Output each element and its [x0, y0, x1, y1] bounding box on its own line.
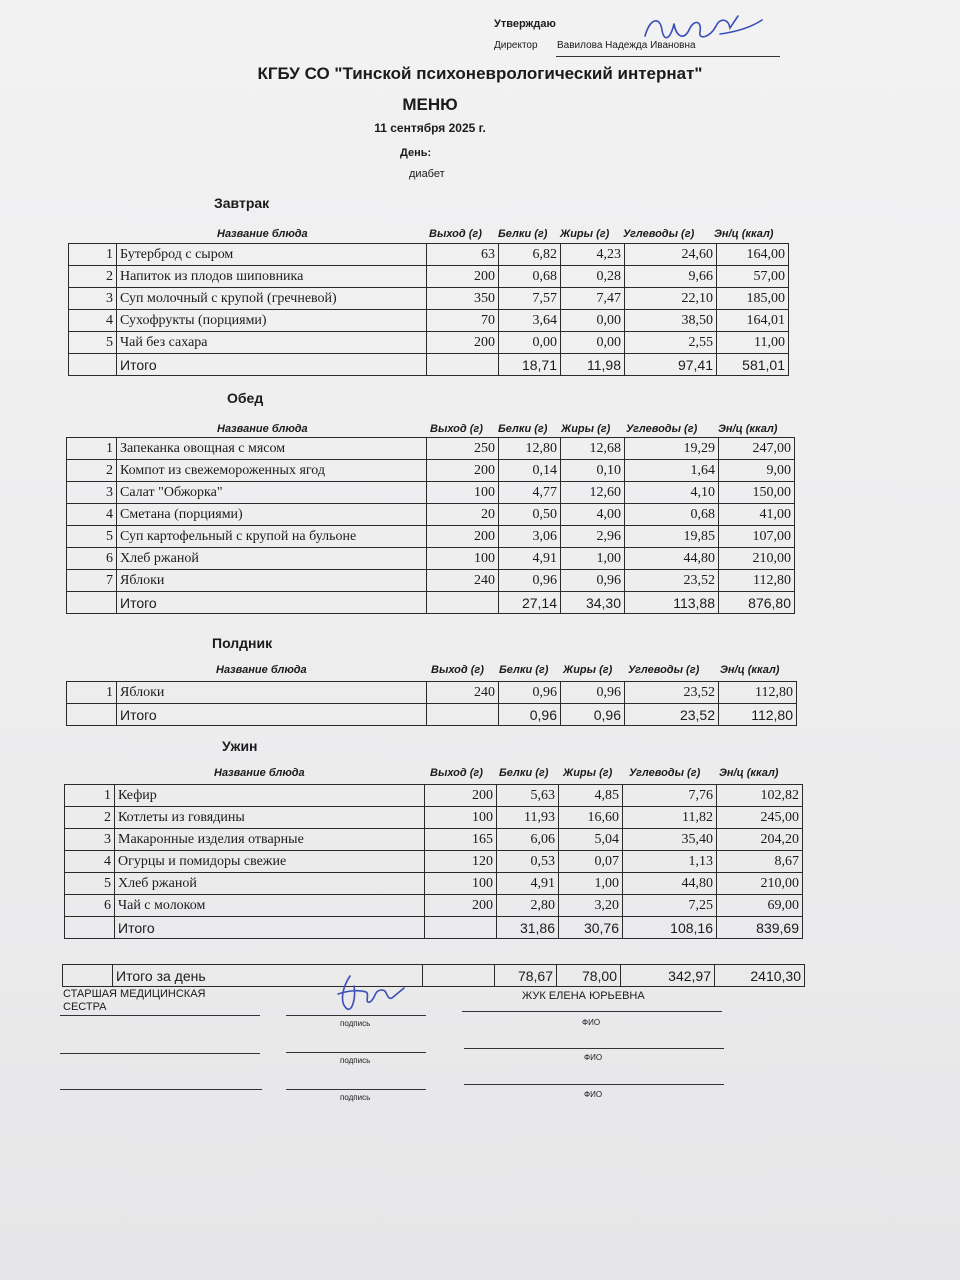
total-label: Итого	[117, 704, 427, 726]
dish-name: Яблоки	[117, 570, 427, 592]
dish-protein: 0,53	[497, 851, 559, 873]
dish-fat: 0,00	[561, 310, 625, 332]
dish-yield: 20	[427, 504, 499, 526]
dish-carbs: 44,80	[625, 548, 719, 570]
col-energy: Эн/ц (ккал)	[718, 423, 778, 435]
dish-energy: 112,80	[719, 570, 795, 592]
director-underline	[556, 56, 780, 57]
row-number: 4	[69, 310, 117, 332]
dish-carbs: 24,60	[625, 244, 717, 266]
section-title-breakfast: Завтрак	[214, 195, 270, 211]
dish-protein: 3,06	[499, 526, 561, 548]
col-fat: Жиры (г)	[561, 423, 611, 435]
dish-protein: 4,77	[499, 482, 561, 504]
dish-yield: 350	[427, 288, 499, 310]
dish-energy: 164,01	[717, 310, 789, 332]
dish-yield: 250	[427, 438, 499, 460]
col-energy: Эн/ц (ккал)	[719, 767, 779, 779]
dish-carbs: 19,85	[625, 526, 719, 548]
dish-energy: 11,00	[717, 332, 789, 354]
dish-energy: 150,00	[719, 482, 795, 504]
dish-name: Хлеб ржаной	[117, 548, 427, 570]
dish-energy: 210,00	[717, 873, 803, 895]
dish-yield: 200	[425, 785, 497, 807]
col-carbs: Углеводы (г)	[626, 423, 698, 435]
role-line-3	[60, 1089, 262, 1090]
total-label: Итого	[117, 354, 427, 376]
row-number: 3	[67, 482, 117, 504]
day-total-row	[63, 965, 805, 987]
column-headers-snack	[0, 664, 960, 678]
day-total-table	[62, 964, 805, 987]
row-number: 4	[65, 851, 115, 873]
dish-energy: 112,80	[719, 682, 797, 704]
dish-protein: 0,14	[499, 460, 561, 482]
col-protein: Белки (г)	[499, 767, 549, 779]
sign-caption-1: подпись	[340, 1019, 371, 1028]
dish-protein: 3,64	[499, 310, 561, 332]
dish-fat: 12,60	[561, 482, 625, 504]
fio-line-2	[464, 1048, 724, 1049]
row-number: 6	[67, 548, 117, 570]
table-row	[65, 807, 803, 829]
col-fat: Жиры (г)	[563, 664, 613, 676]
dish-energy: 204,20	[717, 829, 803, 851]
fio-line-1	[462, 1011, 722, 1012]
dish-yield: 200	[427, 266, 499, 288]
dish-fat: 1,00	[559, 873, 623, 895]
total-row	[65, 917, 803, 939]
dish-yield: 100	[425, 807, 497, 829]
dish-protein: 7,57	[499, 288, 561, 310]
day-total-fat: 78,00	[557, 965, 621, 987]
dish-yield: 200	[425, 895, 497, 917]
dish-carbs: 7,76	[623, 785, 717, 807]
row-number: 5	[69, 332, 117, 354]
lunch-table	[66, 437, 795, 614]
dish-fat: 0,28	[561, 266, 625, 288]
table-row	[69, 244, 789, 266]
row-number: 3	[69, 288, 117, 310]
fio-caption-3: ФИО	[584, 1090, 603, 1099]
col-carbs: Углеводы (г)	[628, 664, 700, 676]
dish-yield: 200	[427, 526, 499, 548]
dish-yield: 200	[427, 332, 499, 354]
dish-name: Компот из свежемороженных ягод	[117, 460, 427, 482]
dish-yield: 63	[427, 244, 499, 266]
diet-label: диабет	[409, 168, 445, 180]
column-headers-dinner	[0, 767, 960, 781]
total-carbs: 113,88	[625, 592, 719, 614]
dish-name: Напиток из плодов шиповника	[117, 266, 427, 288]
dish-protein: 6,06	[497, 829, 559, 851]
total-energy: 876,80	[719, 592, 795, 614]
total-row	[69, 354, 789, 376]
col-yield: Выход (г)	[431, 664, 484, 676]
director-role: Директор	[494, 40, 538, 51]
dish-protein: 0,00	[499, 332, 561, 354]
dish-name: Яблоки	[117, 682, 427, 704]
nurse-signature	[330, 968, 420, 1018]
dish-name: Суп молочный с крупой (гречневой)	[117, 288, 427, 310]
table-row	[65, 873, 803, 895]
table-row	[69, 310, 789, 332]
total-row	[67, 592, 795, 614]
dish-fat: 4,85	[559, 785, 623, 807]
dish-fat: 12,68	[561, 438, 625, 460]
col-protein: Белки (г)	[499, 664, 549, 676]
dish-protein: 12,80	[499, 438, 561, 460]
dish-protein: 11,93	[497, 807, 559, 829]
dish-yield: 70	[427, 310, 499, 332]
total-fat: 30,76	[559, 917, 623, 939]
table-row	[67, 482, 795, 504]
table-row	[67, 526, 795, 548]
dish-carbs: 19,29	[625, 438, 719, 460]
total-energy: 581,01	[717, 354, 789, 376]
table-row	[67, 548, 795, 570]
dish-yield: 100	[427, 482, 499, 504]
dish-carbs: 23,52	[625, 570, 719, 592]
dish-yield: 200	[427, 460, 499, 482]
dish-energy: 102,82	[717, 785, 803, 807]
col-fat: Жиры (г)	[563, 767, 613, 779]
col-protein: Белки (г)	[498, 228, 548, 240]
dinner-table	[64, 784, 803, 939]
dish-carbs: 35,40	[623, 829, 717, 851]
dish-carbs: 38,50	[625, 310, 717, 332]
signature-line-1	[286, 1015, 426, 1016]
day-total-label: Итого за день	[113, 965, 423, 987]
dish-fat: 5,04	[559, 829, 623, 851]
row-number: 1	[67, 438, 117, 460]
fio-line-3	[464, 1084, 724, 1085]
total-protein: 0,96	[499, 704, 561, 726]
fio-caption-2: ФИО	[584, 1053, 603, 1062]
breakfast-table	[68, 243, 789, 376]
dish-name: Огурцы и помидоры свежие	[115, 851, 425, 873]
dish-yield: 165	[425, 829, 497, 851]
day-total-protein: 78,67	[495, 965, 557, 987]
row-number: 2	[67, 460, 117, 482]
dish-name: Запеканка овощная с мясом	[117, 438, 427, 460]
row-number: 1	[69, 244, 117, 266]
row-number: 2	[65, 807, 115, 829]
dish-name: Бутерброд с сыром	[117, 244, 427, 266]
dish-energy: 185,00	[717, 288, 789, 310]
director-name: Вавилова Надежда Ивановна	[557, 40, 696, 51]
dish-energy: 8,67	[717, 851, 803, 873]
nurse-name: ЖУК ЕЛЕНА ЮРЬЕВНА	[522, 990, 645, 1002]
row-number: 4	[67, 504, 117, 526]
dish-carbs: 2,55	[625, 332, 717, 354]
table-row	[65, 851, 803, 873]
dish-energy: 69,00	[717, 895, 803, 917]
role-line-2	[60, 1053, 260, 1054]
table-row	[67, 438, 795, 460]
snack-table	[66, 681, 797, 726]
dish-name: Макаронные изделия отварные	[115, 829, 425, 851]
row-number: 2	[69, 266, 117, 288]
dish-yield: 120	[425, 851, 497, 873]
dish-fat: 16,60	[559, 807, 623, 829]
row-number: 1	[67, 682, 117, 704]
total-row	[67, 704, 797, 726]
table-row	[67, 682, 797, 704]
dish-energy: 57,00	[717, 266, 789, 288]
section-title-lunch: Обед	[227, 390, 264, 406]
dish-protein: 0,96	[499, 682, 561, 704]
row-number: 7	[67, 570, 117, 592]
table-row	[65, 829, 803, 851]
table-row	[69, 332, 789, 354]
director-signature	[640, 6, 770, 56]
col-dish: Название блюда	[216, 664, 307, 676]
row-number: 5	[65, 873, 115, 895]
dish-yield: 240	[427, 682, 499, 704]
dish-fat: 1,00	[561, 548, 625, 570]
total-label: Итого	[117, 592, 427, 614]
total-fat: 0,96	[561, 704, 625, 726]
dish-name: Чай с молоком	[115, 895, 425, 917]
approve-label: Утверждаю	[494, 18, 556, 30]
day-total-carbs: 342,97	[621, 965, 715, 987]
dish-energy: 41,00	[719, 504, 795, 526]
dish-protein: 0,96	[499, 570, 561, 592]
fio-caption-1: ФИО	[582, 1018, 601, 1027]
dish-protein: 6,82	[499, 244, 561, 266]
dish-name: Сметана (порциями)	[117, 504, 427, 526]
total-carbs: 108,16	[623, 917, 717, 939]
total-protein: 27,14	[499, 592, 561, 614]
table-row	[69, 266, 789, 288]
dish-energy: 164,00	[717, 244, 789, 266]
col-energy: Эн/ц (ккал)	[720, 664, 780, 676]
total-carbs: 23,52	[625, 704, 719, 726]
dish-name: Чай без сахара	[117, 332, 427, 354]
total-protein: 31,86	[497, 917, 559, 939]
col-yield: Выход (г)	[430, 767, 483, 779]
col-carbs: Углеводы (г)	[629, 767, 701, 779]
dish-energy: 210,00	[719, 548, 795, 570]
dish-carbs: 23,52	[625, 682, 719, 704]
dish-yield: 100	[425, 873, 497, 895]
row-number: 5	[67, 526, 117, 548]
table-row	[67, 504, 795, 526]
dish-protein: 0,50	[499, 504, 561, 526]
row-number: 6	[65, 895, 115, 917]
total-fat: 34,30	[561, 592, 625, 614]
table-row	[65, 895, 803, 917]
dish-carbs: 0,68	[625, 504, 719, 526]
dish-energy: 247,00	[719, 438, 795, 460]
dish-energy: 9,00	[719, 460, 795, 482]
table-row	[65, 785, 803, 807]
dish-yield: 240	[427, 570, 499, 592]
dish-fat: 2,96	[561, 526, 625, 548]
col-yield: Выход (г)	[430, 423, 483, 435]
col-dish: Название блюда	[217, 423, 308, 435]
total-carbs: 97,41	[625, 354, 717, 376]
dish-name: Котлеты из говядины	[115, 807, 425, 829]
dish-protein: 0,68	[499, 266, 561, 288]
table-row	[67, 570, 795, 592]
organization-name: КГБУ СО "Тинской психоневрологический интернат"	[257, 64, 703, 83]
dish-carbs: 22,10	[625, 288, 717, 310]
row-number: 1	[65, 785, 115, 807]
total-energy: 839,69	[717, 917, 803, 939]
signature-line-3	[286, 1089, 426, 1090]
dish-carbs: 9,66	[625, 266, 717, 288]
dish-name: Кефир	[115, 785, 425, 807]
dish-carbs: 4,10	[625, 482, 719, 504]
column-headers-lunch	[0, 423, 960, 437]
col-dish: Название блюда	[217, 228, 308, 240]
dish-protein: 5,63	[497, 785, 559, 807]
total-protein: 18,71	[499, 354, 561, 376]
dish-name: Салат "Обжорка"	[117, 482, 427, 504]
section-title-dinner: Ужин	[222, 738, 258, 754]
document-title: МЕНЮ	[402, 95, 458, 114]
row-number: 3	[65, 829, 115, 851]
dish-fat: 0,10	[561, 460, 625, 482]
dish-carbs: 44,80	[623, 873, 717, 895]
dish-fat: 0,00	[561, 332, 625, 354]
dish-fat: 3,20	[559, 895, 623, 917]
signature-line-2	[286, 1052, 426, 1053]
dish-fat: 4,00	[561, 504, 625, 526]
dish-name: Суп картофельный с крупой на бульоне	[117, 526, 427, 548]
dish-energy: 107,00	[719, 526, 795, 548]
day-total-energy: 2410,30	[715, 965, 805, 987]
nurse-role: СТАРШАЯ МЕДИЦИНСКАЯ СЕСТРА	[63, 988, 206, 1013]
dish-name: Хлеб ржаной	[115, 873, 425, 895]
dish-protein: 4,91	[499, 548, 561, 570]
sign-caption-2: подпись	[340, 1056, 371, 1065]
total-fat: 11,98	[561, 354, 625, 376]
dish-fat: 0,96	[561, 682, 625, 704]
dish-carbs: 11,82	[623, 807, 717, 829]
dish-fat: 7,47	[561, 288, 625, 310]
sign-caption-3: подпись	[340, 1093, 371, 1102]
dish-name: Сухофрукты (порциями)	[117, 310, 427, 332]
dish-protein: 4,91	[497, 873, 559, 895]
dish-energy: 245,00	[717, 807, 803, 829]
menu-date: 11 сентября 2025 г.	[374, 121, 486, 135]
dish-carbs: 7,25	[623, 895, 717, 917]
day-label: День:	[400, 147, 432, 159]
table-row	[69, 288, 789, 310]
dish-fat: 0,96	[561, 570, 625, 592]
col-carbs: Углеводы (г)	[623, 228, 695, 240]
dish-protein: 2,80	[497, 895, 559, 917]
dish-fat: 4,23	[561, 244, 625, 266]
col-protein: Белки (г)	[498, 423, 548, 435]
total-energy: 112,80	[719, 704, 797, 726]
dish-yield: 100	[427, 548, 499, 570]
section-title-snack: Полдник	[212, 635, 273, 651]
dish-carbs: 1,13	[623, 851, 717, 873]
table-row	[67, 460, 795, 482]
col-yield: Выход (г)	[429, 228, 482, 240]
col-fat: Жиры (г)	[560, 228, 610, 240]
nurse-role-line	[60, 1015, 260, 1016]
column-headers-breakfast	[0, 228, 960, 242]
col-energy: Эн/ц (ккал)	[714, 228, 774, 240]
dish-carbs: 1,64	[625, 460, 719, 482]
total-label: Итого	[115, 917, 425, 939]
dish-fat: 0,07	[559, 851, 623, 873]
col-dish: Название блюда	[214, 767, 305, 779]
